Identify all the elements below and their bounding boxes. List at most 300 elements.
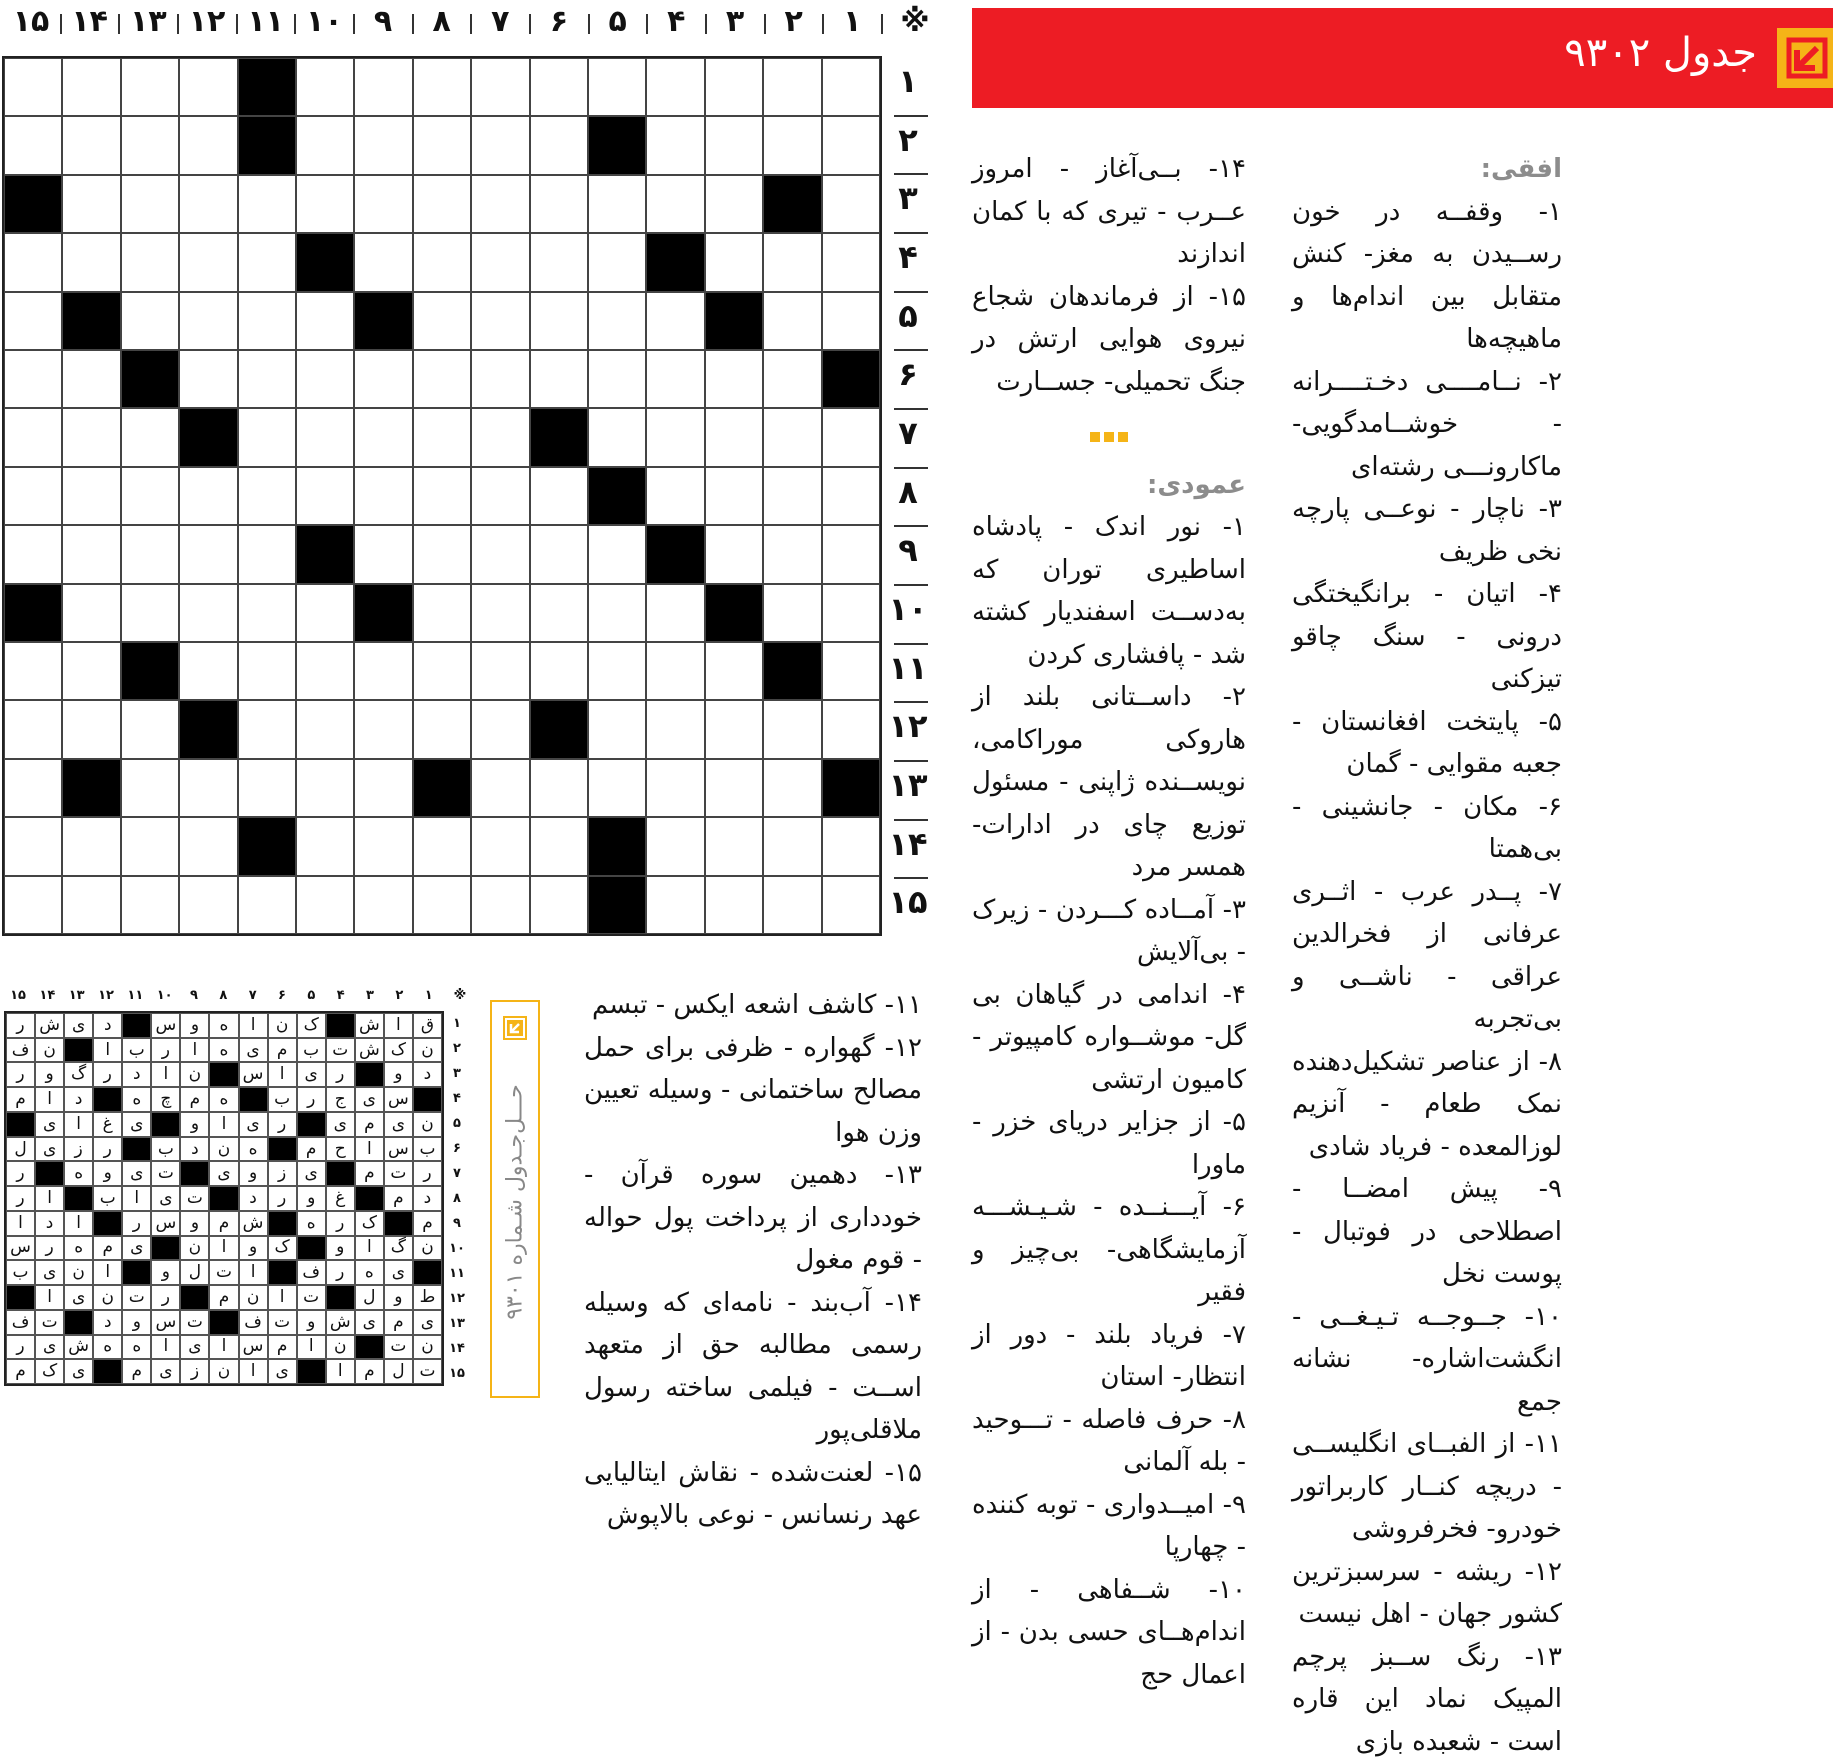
across-clue: ۱۴- بــی‌آغاز - امروز عــرب - تیری که با کمان اندازند <box>972 148 1246 276</box>
grid-cell[interactable] <box>530 175 588 233</box>
grid-cell[interactable] <box>238 876 296 934</box>
solution-cell: م <box>384 1310 413 1335</box>
grid-cell[interactable] <box>705 817 763 875</box>
title-banner <box>972 8 1833 108</box>
grid-cell[interactable] <box>354 700 412 758</box>
grid-cell[interactable] <box>822 876 880 934</box>
solution-column-number: ۴ <box>327 988 355 1003</box>
solution-cell-black <box>180 1161 209 1186</box>
column-separator <box>236 14 238 34</box>
grid-cell[interactable] <box>471 233 529 291</box>
grid-cell[interactable] <box>179 467 237 525</box>
solution-cell: و <box>151 1260 180 1285</box>
across-clue: ۳- ناچار - نوعــی پارچه نخی ظریف <box>1292 488 1562 573</box>
grid-cell[interactable] <box>62 700 120 758</box>
grid-cell[interactable] <box>530 350 588 408</box>
solution-cell: ر <box>6 1062 35 1087</box>
grid-cell[interactable] <box>705 58 763 116</box>
grid-cell-black <box>588 467 646 525</box>
grid-cell[interactable] <box>646 759 704 817</box>
grid-cell[interactable] <box>822 175 880 233</box>
grid-cell[interactable] <box>646 700 704 758</box>
across-clue: ۷- پــدر عرب - اثــری عرفانی از فخرالدین عراقی - ناشــی و بی‌تجربه <box>1292 871 1562 1041</box>
grid-cell[interactable] <box>4 817 62 875</box>
row-number: ۷ <box>886 414 930 452</box>
solution-column-number: ۷ <box>239 988 267 1003</box>
grid-cell[interactable] <box>296 759 354 817</box>
grid-cell[interactable] <box>413 584 471 642</box>
row-separator <box>894 643 928 645</box>
solution-cell: ر <box>413 1161 442 1186</box>
solution-cell: م <box>209 1211 238 1236</box>
across-clue: ۱- وقفــه در خون رســیدن به مغز- کنش متقابل بین اندام‌ها و ماهیچه‌ها <box>1292 191 1562 361</box>
grid-cell[interactable] <box>471 467 529 525</box>
grid-cell[interactable] <box>822 817 880 875</box>
solution-cell: ز <box>268 1161 297 1186</box>
grid-cell[interactable] <box>4 408 62 466</box>
grid-cell[interactable] <box>763 525 821 583</box>
grid-cell[interactable] <box>588 642 646 700</box>
grid-cell[interactable] <box>179 525 237 583</box>
grid-cell[interactable] <box>179 759 237 817</box>
grid-cell[interactable] <box>179 350 237 408</box>
solution-cell: ت <box>180 1186 209 1211</box>
grid-cell[interactable] <box>354 116 412 174</box>
grid-cell[interactable] <box>471 408 529 466</box>
across-clue: ۱۱- از الفبــای انگلیســی - دریچه کنــار کاربراتور خودرو- فخرفروشی <box>1292 1423 1562 1551</box>
grid-cell[interactable] <box>646 817 704 875</box>
grid-cell[interactable] <box>588 350 646 408</box>
grid-cell-black <box>354 584 412 642</box>
grid-cell[interactable] <box>121 408 179 466</box>
solution-grid <box>4 1011 444 1386</box>
solution-cell: ت <box>151 1161 180 1186</box>
grid-cell[interactable] <box>763 876 821 934</box>
grid-cell[interactable] <box>121 700 179 758</box>
grid-cell-black <box>763 175 821 233</box>
grid-cell[interactable] <box>4 700 62 758</box>
grid-cell[interactable] <box>4 233 62 291</box>
grid-cell[interactable] <box>413 292 471 350</box>
grid-cell[interactable] <box>296 584 354 642</box>
grid-cell[interactable] <box>413 817 471 875</box>
grid-cell[interactable] <box>354 350 412 408</box>
grid-cell[interactable] <box>530 759 588 817</box>
grid-cell-black <box>530 408 588 466</box>
grid-cell[interactable] <box>121 584 179 642</box>
grid-cell[interactable] <box>413 350 471 408</box>
solution-cell: ر <box>6 1161 35 1186</box>
grid-cell[interactable] <box>646 467 704 525</box>
solution-cell-black <box>93 1211 122 1236</box>
grid-cell[interactable] <box>121 759 179 817</box>
grid-cell[interactable] <box>471 642 529 700</box>
grid-cell[interactable] <box>296 350 354 408</box>
grid-cell[interactable] <box>354 58 412 116</box>
grid-cell[interactable] <box>471 700 529 758</box>
solution-cell: ن <box>413 1112 442 1137</box>
grid-cell[interactable] <box>296 408 354 466</box>
grid-cell[interactable] <box>530 58 588 116</box>
grid-cell[interactable] <box>4 116 62 174</box>
grid-cell[interactable] <box>471 58 529 116</box>
grid-cell[interactable] <box>62 408 120 466</box>
grid-cell[interactable] <box>62 584 120 642</box>
grid-cell[interactable] <box>822 408 880 466</box>
across-heading: افقی: <box>1292 148 1562 191</box>
grid-cell-black <box>705 292 763 350</box>
grid-cell[interactable] <box>296 817 354 875</box>
grid-cell[interactable] <box>62 233 120 291</box>
grid-cell[interactable] <box>822 584 880 642</box>
grid-cell[interactable] <box>121 292 179 350</box>
grid-cell[interactable] <box>4 759 62 817</box>
grid-cell[interactable] <box>530 876 588 934</box>
grid-cell[interactable] <box>471 350 529 408</box>
column-separator <box>764 14 766 34</box>
grid-cell[interactable] <box>705 876 763 934</box>
grid-cell[interactable] <box>296 467 354 525</box>
grid-cell[interactable] <box>354 642 412 700</box>
grid-cell[interactable] <box>179 584 237 642</box>
grid-cell[interactable] <box>822 233 880 291</box>
grid-cell[interactable] <box>413 642 471 700</box>
across-clue: ۱۰- جــوجــه تـیـغــی - انگشت‌اشاره- نشانه جمع <box>1292 1296 1562 1424</box>
row-separator <box>894 291 928 293</box>
grid-cell[interactable] <box>471 817 529 875</box>
column-number: ۱۴ <box>61 4 119 39</box>
row-separator <box>894 408 928 410</box>
solution-cell: ی <box>122 1236 151 1261</box>
grid-cell[interactable] <box>296 700 354 758</box>
solution-cell: ت <box>268 1310 297 1335</box>
grid-cell[interactable] <box>471 175 529 233</box>
grid-cell[interactable] <box>588 175 646 233</box>
grid-cell[interactable] <box>705 233 763 291</box>
grid-cell[interactable] <box>705 525 763 583</box>
grid-cell[interactable] <box>530 116 588 174</box>
grid-cell[interactable] <box>530 292 588 350</box>
grid-cell[interactable] <box>238 642 296 700</box>
grid-cell[interactable] <box>296 292 354 350</box>
column-separator <box>822 14 824 34</box>
grid-cell[interactable] <box>588 233 646 291</box>
solution-column-number: ۳ <box>356 988 384 1003</box>
solution-row-number: ۳ <box>446 1066 468 1081</box>
grid-cell[interactable] <box>588 408 646 466</box>
grid-cell[interactable] <box>4 467 62 525</box>
column-number: ۱ <box>823 4 881 39</box>
solution-cell: ی <box>384 1260 413 1285</box>
grid-cell[interactable] <box>822 58 880 116</box>
solution-cell: م <box>355 1161 384 1186</box>
grid-cell[interactable] <box>179 292 237 350</box>
down-clue: ۹- امیــدواری - توبه کننده - چهارپا <box>972 1484 1246 1569</box>
grid-cell[interactable] <box>238 700 296 758</box>
solution-column-number: ۱ <box>415 988 443 1003</box>
grid-cell[interactable] <box>530 642 588 700</box>
grid-cell[interactable] <box>121 876 179 934</box>
grid-cell[interactable] <box>763 116 821 174</box>
solution-cell: ه <box>355 1260 384 1285</box>
grid-cell[interactable] <box>296 116 354 174</box>
grid-cell[interactable] <box>121 175 179 233</box>
row-number: ۳ <box>886 179 930 217</box>
grid-cell[interactable] <box>354 175 412 233</box>
solution-cell-black <box>64 1038 93 1063</box>
solution-cell: ه <box>209 1087 238 1112</box>
grid-cell[interactable] <box>354 525 412 583</box>
grid-cell[interactable] <box>822 116 880 174</box>
grid-cell[interactable] <box>588 584 646 642</box>
grid-cell-black <box>4 175 62 233</box>
grid-cell[interactable] <box>354 467 412 525</box>
down-clue: ۶- آیـــنــده - شـیـشـــه آزمایشگاهی- بی‌چیز و فقیر <box>972 1186 1246 1314</box>
solution-cell: س <box>151 1310 180 1335</box>
grid-cell[interactable] <box>763 58 821 116</box>
grid-cell[interactable] <box>296 175 354 233</box>
grid-cell[interactable] <box>4 58 62 116</box>
grid-cell[interactable] <box>354 233 412 291</box>
grid-cell[interactable] <box>179 817 237 875</box>
grid-cell-black <box>822 759 880 817</box>
solution-cell: ب <box>151 1137 180 1162</box>
solution-cell: د <box>180 1137 209 1162</box>
column-separator <box>646 14 648 34</box>
grid-cell[interactable] <box>705 350 763 408</box>
grid-cell[interactable] <box>413 175 471 233</box>
grid-cell[interactable] <box>4 525 62 583</box>
solution-cell: ت <box>326 1038 355 1063</box>
solution-cell: و <box>384 1285 413 1310</box>
grid-cell[interactable] <box>530 817 588 875</box>
grid-cell[interactable] <box>238 292 296 350</box>
grid-cell[interactable] <box>4 292 62 350</box>
solution-cell: ر <box>93 1137 122 1162</box>
grid-cell[interactable] <box>179 642 237 700</box>
grid-cell[interactable] <box>705 467 763 525</box>
grid-cell[interactable] <box>763 584 821 642</box>
solution-column-number: ۶ <box>268 988 296 1003</box>
grid-cell[interactable] <box>296 876 354 934</box>
solution-cell: ا <box>209 1112 238 1137</box>
grid-cell[interactable] <box>179 233 237 291</box>
solution-cell: ز <box>180 1359 209 1384</box>
grid-cell[interactable] <box>62 350 120 408</box>
grid-cell[interactable] <box>62 642 120 700</box>
grid-cell[interactable] <box>763 467 821 525</box>
grid-cell[interactable] <box>822 467 880 525</box>
grid-cell[interactable] <box>588 700 646 758</box>
grid-cell[interactable] <box>822 700 880 758</box>
grid-cell[interactable] <box>413 233 471 291</box>
grid-cell[interactable] <box>296 58 354 116</box>
grid-cell[interactable] <box>763 700 821 758</box>
solution-cell: ی <box>35 1260 64 1285</box>
crossword-grid[interactable] <box>2 56 882 936</box>
grid-cell[interactable] <box>646 292 704 350</box>
separator-dots <box>972 413 1246 456</box>
solution-cell: ی <box>122 1161 151 1186</box>
grid-cell[interactable] <box>62 58 120 116</box>
down-clue: ۴- اندامی در گیاهان بی گل- موشــواره کامپیوتر - کامیون ارتشی <box>972 974 1246 1102</box>
grid-cell[interactable] <box>62 467 120 525</box>
grid-cell[interactable] <box>646 408 704 466</box>
grid-cell[interactable] <box>413 58 471 116</box>
grid-cell[interactable] <box>763 817 821 875</box>
grid-cell[interactable] <box>179 116 237 174</box>
grid-cell[interactable] <box>354 876 412 934</box>
grid-cell[interactable] <box>471 584 529 642</box>
across-clue: ۵- پایتخت افغانستان - جعبه مقوایی - گمان <box>1292 701 1562 786</box>
grid-cell[interactable] <box>530 584 588 642</box>
grid-cell[interactable] <box>646 876 704 934</box>
grid-cell[interactable] <box>121 233 179 291</box>
column-separator <box>705 14 707 34</box>
solution-cell: ن <box>209 1359 238 1384</box>
column-separator <box>881 14 883 34</box>
grid-cell[interactable] <box>413 408 471 466</box>
down-clue: ۱۵- لعنت‌شده - نقاش ایتالیایی عهد رنسانس - نوعی بالاپوش <box>584 1452 922 1537</box>
grid-cell[interactable] <box>822 525 880 583</box>
solution-row-number: ۶ <box>446 1141 468 1156</box>
column-numbers <box>0 0 930 48</box>
grid-cell[interactable] <box>705 175 763 233</box>
grid-cell[interactable] <box>4 876 62 934</box>
row-number: ۱۰ <box>886 590 930 628</box>
grid-cell[interactable] <box>413 116 471 174</box>
grid-cell[interactable] <box>354 408 412 466</box>
grid-cell[interactable] <box>763 292 821 350</box>
solution-cell-black <box>122 1013 151 1038</box>
grid-cell[interactable] <box>121 817 179 875</box>
grid-cell[interactable] <box>62 116 120 174</box>
solution-cell: ه <box>122 1087 151 1112</box>
grid-cell[interactable] <box>588 525 646 583</box>
grid-cell[interactable] <box>121 116 179 174</box>
solution-cell: ش <box>355 1013 384 1038</box>
grid-cell[interactable] <box>763 408 821 466</box>
grid-cell[interactable] <box>763 233 821 291</box>
grid-cell[interactable] <box>646 116 704 174</box>
grid-cell[interactable] <box>238 759 296 817</box>
grid-cell[interactable] <box>646 350 704 408</box>
grid-cell[interactable] <box>354 759 412 817</box>
grid-cell[interactable] <box>121 58 179 116</box>
grid-cell[interactable] <box>471 759 529 817</box>
solution-cell: ه <box>64 1161 93 1186</box>
grid-cell[interactable] <box>705 408 763 466</box>
solution-cell: ا <box>268 1062 297 1087</box>
grid-cell[interactable] <box>296 642 354 700</box>
grid-cell[interactable] <box>238 233 296 291</box>
grid-cell[interactable] <box>121 525 179 583</box>
solution-cell-black <box>297 1112 326 1137</box>
solution-cell: ف <box>6 1310 35 1335</box>
grid-cell[interactable] <box>822 292 880 350</box>
down-clue: ۱۰- شــفاهی - از اندام‌هــای حسی بدن - از اعمال حج <box>972 1569 1246 1697</box>
grid-cell[interactable] <box>62 175 120 233</box>
grid-cell[interactable] <box>763 759 821 817</box>
grid-cell[interactable] <box>238 525 296 583</box>
grid-cell[interactable] <box>705 759 763 817</box>
column-number: ۹ <box>354 4 412 39</box>
grid-cell[interactable] <box>413 467 471 525</box>
grid-cell[interactable] <box>121 467 179 525</box>
logo-icon <box>1777 28 1833 88</box>
grid-cell[interactable] <box>705 700 763 758</box>
grid-cell[interactable] <box>705 116 763 174</box>
solution-column-numbers <box>4 988 466 1012</box>
row-numbers <box>886 56 936 936</box>
grid-cell[interactable] <box>530 525 588 583</box>
grid-cell[interactable] <box>530 467 588 525</box>
solution-cell-black <box>209 1186 238 1211</box>
grid-cell[interactable] <box>646 584 704 642</box>
grid-cell[interactable] <box>471 292 529 350</box>
solution-cell: ت <box>297 1285 326 1310</box>
grid-cell[interactable] <box>4 350 62 408</box>
down-heading: عمودی: <box>972 464 1246 507</box>
grid-cell[interactable] <box>588 759 646 817</box>
solution-cell: ش <box>239 1211 268 1236</box>
grid-cell[interactable] <box>238 584 296 642</box>
grid-cell[interactable] <box>354 817 412 875</box>
grid-cell[interactable] <box>4 642 62 700</box>
solution-cell: ی <box>209 1161 238 1186</box>
grid-cell[interactable] <box>238 175 296 233</box>
grid-cell[interactable] <box>705 642 763 700</box>
grid-cell[interactable] <box>238 467 296 525</box>
solution-cell: س <box>151 1013 180 1038</box>
grid-cell[interactable] <box>62 876 120 934</box>
solution-cell: ر <box>6 1335 35 1360</box>
grid-cell[interactable] <box>471 116 529 174</box>
solution-cell: ی <box>297 1161 326 1186</box>
solution-cell: د <box>64 1087 93 1112</box>
grid-cell[interactable] <box>179 175 237 233</box>
solution-cell: ا <box>239 1013 268 1038</box>
grid-cell[interactable] <box>646 58 704 116</box>
solution-cell: ن <box>239 1285 268 1310</box>
grid-cell[interactable] <box>413 525 471 583</box>
grid-cell[interactable] <box>822 642 880 700</box>
grid-cell[interactable] <box>413 876 471 934</box>
grid-cell[interactable] <box>588 292 646 350</box>
solution-cell: و <box>180 1211 209 1236</box>
grid-cell[interactable] <box>471 876 529 934</box>
solution-cell-black <box>6 1285 35 1310</box>
grid-cell[interactable] <box>238 408 296 466</box>
column-number: ۵ <box>589 4 647 39</box>
grid-cell[interactable] <box>471 525 529 583</box>
grid-cell[interactable] <box>646 642 704 700</box>
solution-cell: ن <box>326 1335 355 1360</box>
grid-cell[interactable] <box>763 350 821 408</box>
grid-cell[interactable] <box>646 175 704 233</box>
solution-cell: ی <box>355 1087 384 1112</box>
solution-cell: ه <box>93 1335 122 1360</box>
grid-cell[interactable] <box>588 58 646 116</box>
grid-cell[interactable] <box>238 350 296 408</box>
grid-cell[interactable] <box>62 817 120 875</box>
grid-cell[interactable] <box>179 58 237 116</box>
grid-cell[interactable] <box>530 233 588 291</box>
grid-cell[interactable] <box>62 525 120 583</box>
grid-cell[interactable] <box>413 700 471 758</box>
grid-cell[interactable] <box>179 876 237 934</box>
solution-cell: م <box>297 1137 326 1162</box>
